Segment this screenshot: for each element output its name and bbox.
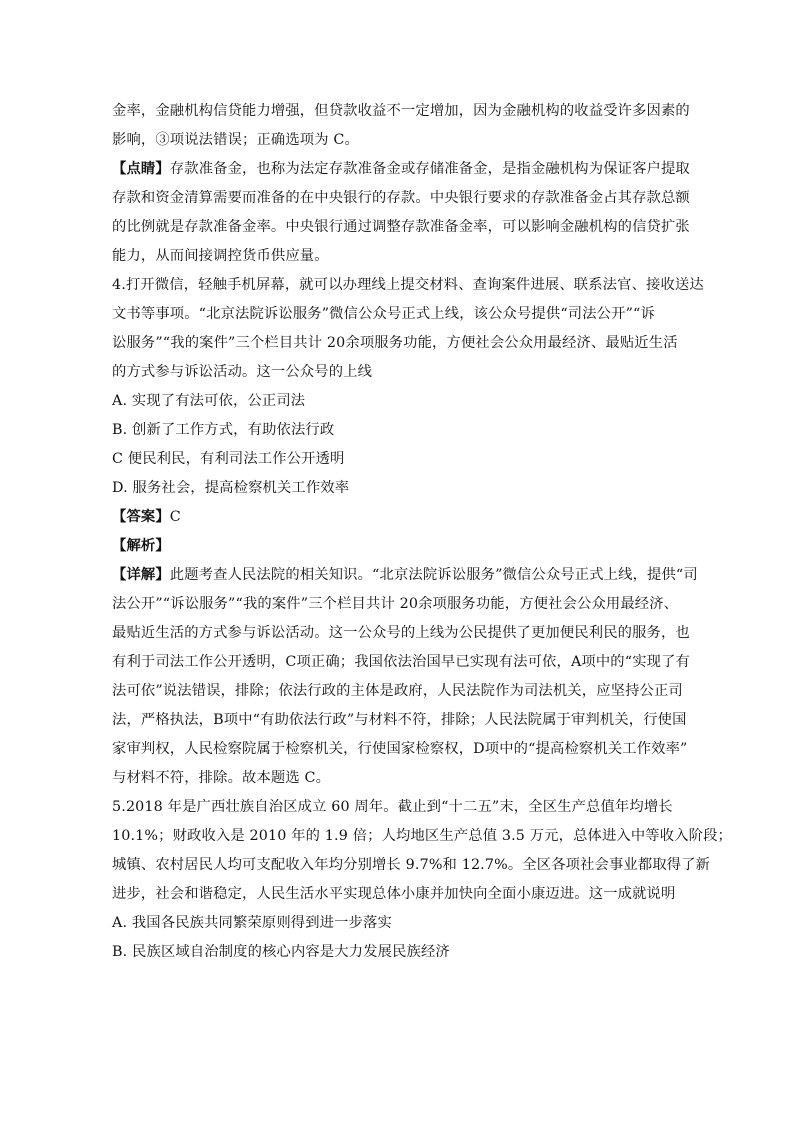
text-line: 文书等事项。“北京法院诉讼服务”微信公众号正式上线，该公众号提供“司法公开”“诉 (112, 306, 655, 322)
option-b: B. 民族区域自治制度的核心内容是大力发展民族经济 (112, 944, 450, 960)
dianjing-label: 【点睛】 (112, 161, 170, 177)
analysis-label: 【解析】 (112, 538, 170, 554)
option-d: D. 服务社会，提高检察机关工作效率 (112, 480, 350, 496)
text-line: 法，严格执法，B项中“有助依法行政”与材料不符，排除；人民法院属于审判机关，行使国 (112, 712, 687, 728)
text-line: 家审判权，人民检察院属于检察机关，行使国家检察权，D项中的“提高检察机关工作效率” (112, 741, 688, 757)
text-line: 最贴近生活的方式参与诉讼活动。这一公众号的上线为公民提供了更加便民利民的服务，也 (112, 625, 690, 641)
text-line: 10.1%；财政收入是 2010 年的 1.9 倍；人均地区生产总值 3.5 万元，总体进入中等收入阶段； (112, 828, 732, 844)
question-4-stem: 4.打开微信，轻触手机屏幕，就可以办理线上提交材料、查询案件进展、联系法官、接收送达 (112, 277, 704, 293)
text-line: 讼服务”“我的案件”三个栏目共计 20余项服务功能，方便社会公众用最经济、最贴近生活 (112, 335, 678, 351)
text-line: 金率，金融机构信贷能力增强，但贷款收益不一定增加，因为金融机构的收益受许多因素的 (112, 103, 690, 119)
question-5-stem: 5.2018 年是广西壮族自治区成立 60 周年。截止到“十二五”末，全区生产总值年均增长 (112, 799, 673, 815)
option-b: B. 创新了工作方式，有助依法行政 (112, 422, 335, 438)
text-line: 存款和资金清算需要而准备的在中央银行的存款。中央银行要求的存款准备金占其存款总额 (112, 190, 690, 206)
text-line: 影响，③项说法错误；正确选项为 C。 (112, 132, 359, 148)
answer-line (112, 508, 692, 526)
answer-value: C (169, 509, 181, 525)
option-a: A. 我国各民族共同繁荣原则得到进一步落实 (112, 915, 392, 931)
text-line: 城镇、农村居民人均可支配收入年均分别增长 9.7%和 12.7%。全区各项社会事业都取得了新 (112, 857, 711, 873)
text-line: 法公开”“诉讼服务”“我的案件”三个栏目共计 20余项服务功能，方便社会公众用最经济、 (112, 596, 679, 612)
option-c: C 便民利民，有利司法工作公开透明 (112, 451, 345, 467)
text-line (112, 566, 698, 584)
answer-label: 【答案】 (112, 509, 170, 525)
text-line (112, 160, 692, 178)
dianjing-text: 存款准备金，也称为法定存款准备金或存储准备金，是指金融机构为保证客户提取 (169, 161, 690, 177)
detail-text: 此题考查人民法院的相关知识。“北京法院诉讼服务”微信公众号正式上线，提供“司 (169, 567, 698, 583)
text-line: 与材料不符，排除。故本题选 C。 (112, 770, 331, 786)
text-line: 能力，从而间接调控货币供应量。 (112, 248, 329, 264)
text-line: 法可依”说法错误，排除；依法行政的主体是政府，人民法院作为司法机关，应坚持公正司 (112, 683, 683, 699)
text-line: 的比例就是存款准备金率。中央银行通过调整存款准备金率，可以影响金融机构的信贷扩张 (112, 219, 690, 235)
detail-label: 【详解】 (112, 567, 170, 583)
option-a: A. 实现了有法可依，公正司法 (112, 393, 306, 409)
text-line: 的方式参与诉讼活动。这一公众号的上线 (112, 364, 373, 380)
text-line: 进步，社会和谐稳定，人民生活水平实现总体小康并加快向全面小康迈进。这一成就说明 (112, 886, 676, 902)
text-line: 有利于司法工作公开透明，C项正确；我国依法治国早已实现有法可依，A项中的“实现了有 (112, 654, 690, 670)
